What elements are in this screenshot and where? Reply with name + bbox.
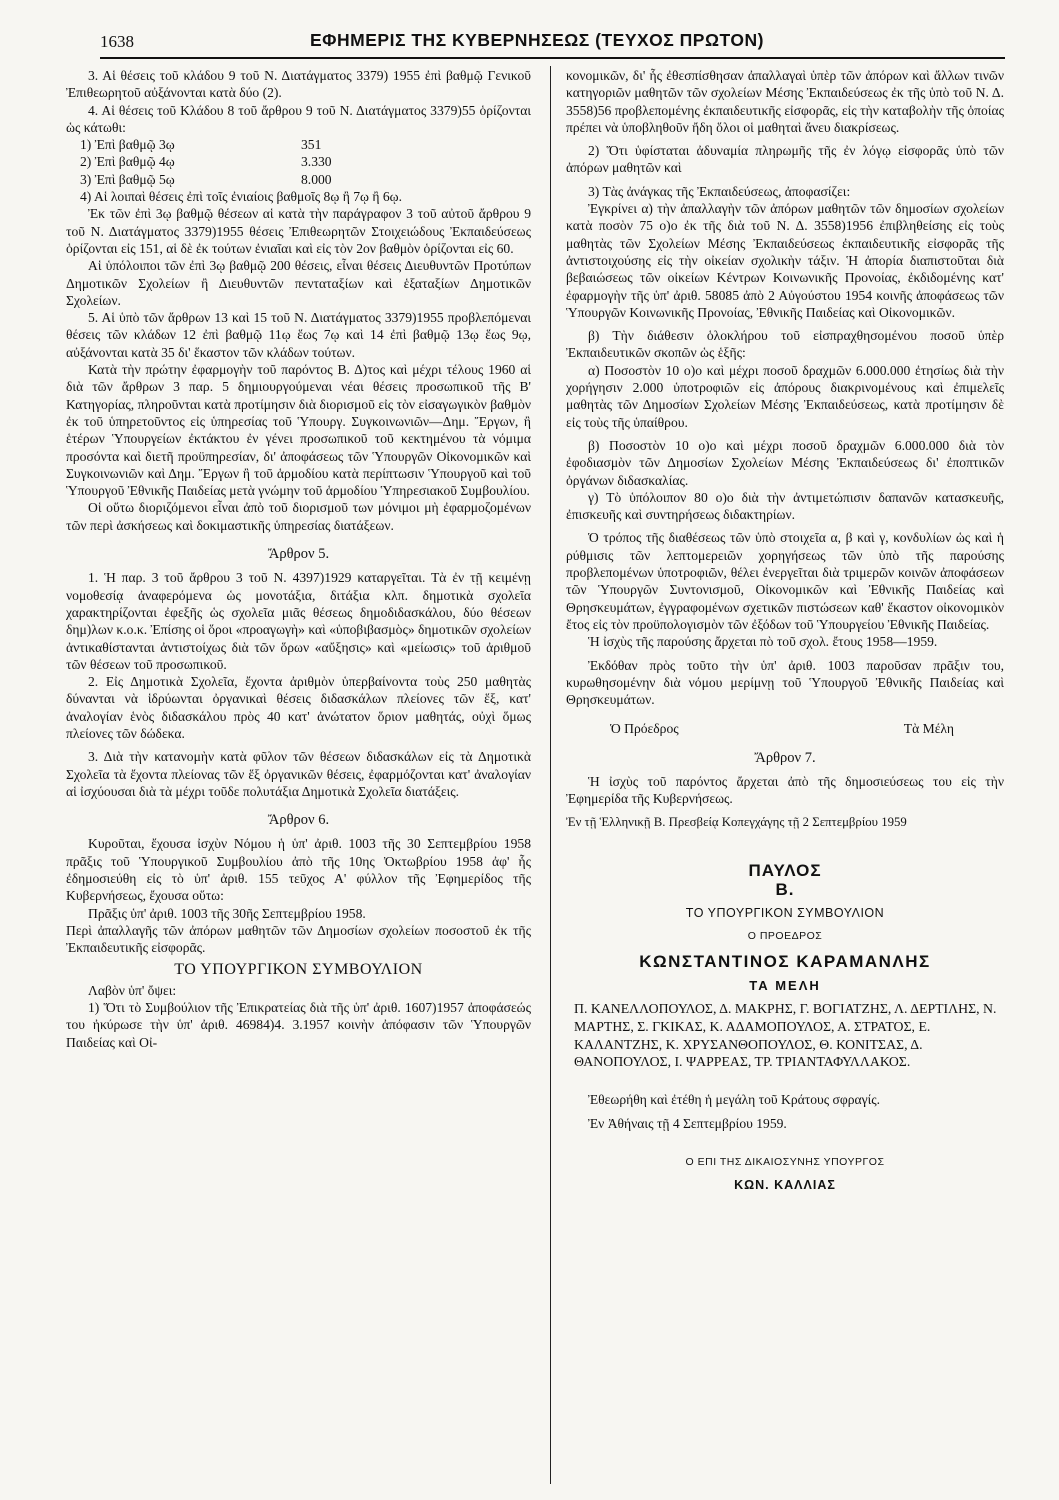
paragraph: Κατὰ τὴν πρώτην ἐφαρμογὴν τοῦ παρόντος Β. Δ)τος καὶ μέχρι τέλους 1960 αἱ διὰ τῶν ἄρθρων 3 παρ. 5 δημιουργούμεναι νέαι θέσεις προσωπικοῦ τῆς Β' Κατηγορίας, πληροῦνται κατὰ προτίμησιν διὰ διορισμοῦ εἰς τὸν εἰσαγωγικὸν βαθμὸν ἐκ τοῦ ὑπηρετοῦντος εἰς ὑπηρεσίας τοῦ Ὑπουργ. Συγκοινωνιῶν—Δημ. Ἔργων, ἢ ἑτέρων Ὑπουργείων ἐκτάκτου ἐν γένει προσωπικοῦ τοῦ κεκτημένου τὰ νόμιμα προσόντα καὶ διετῆ προϋπηρεσίαν, δι' ἀποφάσεως τῶν Ὑπουργῶν Οἰκονομικῶν καὶ Συγκοινωνιῶν καὶ Δημ. Ἔργων ἢ τοῦ ἁρμοδίου κατὰ περίπτωσιν Ὑπουργοῦ καὶ τοῦ Ὑπουργοῦ Ἐθνικῆς Παιδείας μετὰ γνώμην τοῦ ἁρμοδίου Ὑπηρεσιακοῦ Συμβουλίου. [66,362,531,499]
left-column [66,67,531,1051]
council-heading: ΤΟ ΥΠΟΥΡΓΙΚΟΝ ΣΥΜΒΟΥΛΙΟΝ [685,905,885,920]
paragraph: 1) Ὅτι τὸ Συμβούλιον τῆς Ἐπικρατείας διὰ τῆς ὑπ' ἀριθ. 1607)1957 ἀποφάσεώς του ἠκύρωσε τὴν ὑπ' ἀριθ. 46984)4. 3.1957 κοινὴν ἀπόφασιν τῶν Ὑπουργῶν Παιδείας καὶ Οἰ- [66,1000,531,1050]
justice-minister-name: ΚΩΝ. ΚΑΛΛΙΑΣ [734,1178,836,1193]
paragraph: 2) Ὅτι ὑφίσταται ἀδυναμία πληρωμῆς τῆς ἐν λόγῳ εἰσφορᾶς ὑπὸ τῶν ἀπόρων μαθητῶν καὶ [566,143,1004,176]
paragraph: α) Ποσοστὸν 10 ο)ο καὶ μέχρι ποσοῦ δραχμῶν 6.000.000 ἐτησίως διὰ τὴν χορήγησιν 2.000 ὑποτροφιῶν εἰς ἀπόρους διακρινομένους καὶ ἐπιμελεῖς μαθητὰς τῶν Δημοσίων Σχολείων Μέσης Ἐκπαιδεύσεως, κατὰ προτίμησιν δὲ εἰς τοὺς τῆς ὑπαίθρου. [566,362,1004,430]
dateline: Ἐν Ἀθήναις τῇ 4 Σεπτεμβρίου 1959. [588,1115,787,1131]
grade-value: 8.000 [301,171,332,187]
king-title: Β. [775,879,795,899]
paragraph: 4) Αἱ λοιπαὶ θέσεις ἐπὶ τοῖς ἐνιαίοις βαθμοῖς 8ῳ ἢ 7ῳ ἢ 6ῳ. [80,189,402,205]
paragraph: 3. Αἱ θέσεις τοῦ κλάδου 9 τοῦ Ν. Διατάγματος 3379) 1955 ἐπὶ βαθμῷ Γενικοῦ Ἐπιθεωρητοῦ αὐξάνονται κατὰ δύο (2). [66,68,531,101]
council-heading: ΤΟ ΥΠΟΥΡΓΙΚΟΝ ΣΥΜΒΟΥΛΙΟΝ [174,960,423,978]
page-header [100,30,1004,58]
grade-row [66,171,531,188]
members-heading: ΤΑ ΜΕΛΗ [749,977,821,993]
paragraph: 2. Εἰς Δημοτικὰ Σχολεῖα, ἔχοντα ἀριθμὸν ὑπερβαίνοντα τοὺς 250 μαθητὰς δύνανται νὰ ἱδρύωνται ὀργανικαὶ θέσεις διδασκάλων πλείονες τῶν ἕξ, κατ' ἀναλογίαν ἑνὸς διδασκάλου πρὸς 40 κατ' ἀνώτατον ὅριον μαθητάς, οὐχὶ ὅμως πλείονες τῶν δώδεκα. [66,674,531,741]
paragraph: Οἱ οὕτω διοριζόμενοι εἶναι ἀπὸ τοῦ διορισμοῦ των μόνιμοι μὴ ἐφαρμοζομένων τῶν περὶ ἀσκήσεως καὶ δοκιμαστικῆς ὑπηρεσίας διατάξεων. [66,500,531,533]
paragraph: Ἡ ἰσχὺς τοῦ παρόντος ἄρχεται ἀπὸ τῆς δημοσιεύσεως του εἰς τὴν Ἐφημερίδα τῆς Κυβερνήσεως. [566,773,1004,807]
justice-minister-label: Ο ΕΠΙ ΤΗΣ ΔΙΚΑΙΟΣΥΝΗΣ ΥΠΟΥΡΓΟΣ [685,1155,885,1168]
paragraph: Ἐκδόθαν πρὸς τοῦτο τὴν ὑπ' ἀριθ. 1003 παροῦσαν πρᾶξιν του, κυρωθησομένην διὰ νόμου μερίμνῃ τοῦ Ὑπουργοῦ Ἐθνικῆς Παιδείας καὶ Θρησκευμάτων. [566,657,1004,708]
paragraph: κονομικῶν, δι' ἧς ἐθεσπίσθησαν ἀπαλλαγαὶ ὑπὲρ τῶν ἀπόρων καὶ ἄλλων τινῶν κατηγοριῶν μαθητῶν τῶν σχολείων Μέσης Ἐκπαιδεύσεως ἐκ τῆς ὑπὸ τοῦ Ν. Δ. 3558)56 προβλεπομένης ἐκπαιδευτικῆς εἰσφορᾶς, εἰς τὴν καταβολὴν τῆς ὁποίας πρέπει νὰ ὑποβληθοῦν ἤδη ὅλοι οἱ μαθηταὶ ἄνευ διακρίσεως. [566,68,1004,135]
article-heading: Ἄρθρον 7. [754,749,816,766]
grade-label: 1) Ἐπὶ βαθμῷ 3ῳ [80,137,175,153]
paragraph: Πρᾶξις ὑπ' ἀριθ. 1003 τῆς 30ῆς Σεπτεμβρίου 1958. [88,905,366,921]
dateline: Ἐν τῇ Ἑλληνικῇ Β. Πρεσβείᾳ Κοπεγχάγης τῇ 2 Σεπτεμβρίου 1959 [566,814,907,829]
paragraph: Κυροῦται, ἔχουσα ἰσχὺν Νόμου ἡ ὑπ' ἀριθ. 1003 τῆς 30 Σεπτεμβρίου 1958 πρᾶξις τοῦ Ὑπουργικοῦ Συμβουλίου ἀπὸ τῆς 10ης Ὀκτωβρίου 1958 ἀφ' ἧς ἐδημοσιεύθη εἰς τὸ ὑπ' ἀριθ. 155 τεῦχος Α' φύλλον τῆς Ἐφημερίδος τῆς Κυβερνήσεως, ἔχουσα οὕτω: [66,836,531,904]
paragraph: Λαβὸν ὑπ' ὄψει: [88,982,177,998]
paragraph: β) Ποσοστὸν 10 ο)ο καὶ μέχρι ποσοῦ δραχμῶν 6.000.000 διὰ τὸν ἐφοδιασμὸν τῶν Δημοσίων Σχολείων Μέσης Ἐκπαιδεύσεως δι' ἐποπτικῶν ὀργάνων διδασκαλίας. [566,437,1004,488]
grade-row [66,153,531,170]
president-label: Ὁ Πρόεδρος [610,721,679,737]
king-name: ΠΑΥΛΟΣ [748,860,822,880]
grade-value: 351 [301,137,322,153]
grade-label: 2) Ἐπὶ βαθμῷ 4ῳ [80,154,175,170]
grade-label: 3) Ἐπὶ βαθμῷ 5ῳ [80,171,175,187]
gazette-title: ΕΦΗΜΕΡΙΣ ΤΗΣ ΚΥΒΕΡΝΗΣΕΩΣ (ΤΕΥΧΟΣ ΠΡΩΤΟΝ) [310,30,764,50]
article-heading: Ἄρθρον 6. [267,812,330,829]
paragraph: 3) Τὰς ἀνάγκας τῆς Ἐκπαιδεύσεως, ἀποφασίζει: [588,183,851,199]
page-number: 1638 [100,32,134,51]
seal-note: Ἐθεωρήθη καὶ ἐτέθη ἡ μεγάλη τοῦ Κράτους σφραγίς. [588,1092,881,1108]
column-divider [550,66,551,1484]
paragraph: 5. Αἱ ὑπὸ τῶν ἄρθρων 13 καὶ 15 τοῦ Ν. Διατάγματος 3379)1955 προβλεπόμεναι θέσεις τῶν κλάδων 12 ἐπὶ βαθμῷ 11ῳ ἕως 7ῳ καὶ 14 ἐπὶ βαθμῷ 13ῳ ἕως 9ῳ, αὐξάνονται κατὰ 35 δι' ἕκαστον τῶν κλάδων τούτων. [66,310,531,360]
paragraph: β) Τὴν διάθεσιν ὁλοκλήρου τοῦ εἰσπραχθησομένου ποσοῦ ὑπὲρ Ἐκπαιδευτικῶν σκοπῶν ὡς ἑξῆς: [566,328,1004,361]
paragraph: 3. Διὰ τὴν κατανομὴν κατὰ φῦλον τῶν θέσεων διδασκάλων εἰς τὰ Δημοτικὰ Σχολεῖα τὰ ἔχοντα πλείονας τῶν ἕξ ὀργανικῶν θέσεις, ἐφαρμόζονται κατ' ἀναλογίαν αἱ ἰσχύουσαι διὰ τὰ μέχρι τοῦδε πολυτάξια Δημοτικὰ Σχολεῖα διατάξεις. [66,749,531,799]
paragraph: Περὶ ἀπαλλαγῆς τῶν ἀπόρων μαθητῶν τῶν Δημοσίων σχολείων ποσοστοῦ ἐκ τῆς Ἐκπαιδευτικῆς εἰσφορᾶς. [66,922,531,956]
paragraph: Ὁ τρόπος τῆς διαθέσεως τῶν ὑπὸ στοιχεῖα α, β καὶ γ, κονδυλίων ὡς καὶ ἡ ρύθμισις τῶν λεπτομερειῶν χορηγήσεως τῶν ὑπὸ τῆς παρούσης προβλεπομένων ὑποτροφιῶν, θέλει ἐνεργεῖται διὰ τριμερῶν κοινῶν ἀποφάσεων τῶν Ὑπουργῶν Συντονισμοῦ, Οἰκονομικῶν καὶ Ἐθνικῆς Παιδείας καὶ Θρησκευμάτων, ἐγγραφομένων σχετικῶν πιστώσεων καθ' ἕκαστον οἰκονομικὸν ἔτος εἰς τὸν προϋπολογισμὸν τῶν ἐξόδων τοῦ Ὑπουργείου Ἐθνικῆς Παιδείας. [566,530,1004,632]
paragraph: 4. Αἱ θέσεις τοῦ Κλάδου 8 τοῦ ἄρθρου 9 τοῦ Ν. Διατάγματος 3379)55 ὁρίζονται ὡς κάτωθι: [66,102,531,135]
grade-value: 3.330 [301,154,332,170]
right-column [566,67,1004,1194]
paragraph: 1. Ἡ παρ. 3 τοῦ ἄρθρου 3 τοῦ Ν. 4397)1929 καταργεῖται. Τὰ ἐν τῇ κειμένῃ νομοθεσίᾳ ἀναφερόμενα ὡς μονοτάξια, διτάξια κλπ. δημοτικὰ σχολεῖα χαρακτηρίζονται ἐφεξῆς ὡς σχολεῖα μιᾶς θέσεως δημοδιδασκάλου, δύο θέσεων δημ)λων κ.ο.κ. Ἐπίσης οἱ ὅροι «προαγωγὴ» καὶ «ὑποβιβασμὸς» δημοτικῶν σχολείων ἀντικαθίστανται ἀντιστοίχως διὰ τῶν ὅρων «αὔξησις» καὶ «μείωσις» τοῦ ἀριθμοῦ τῶν θέσεων τοῦ προσωπικοῦ. [66,570,531,672]
paragraph: Ἐγκρίνει α) τὴν ἀπαλλαγὴν τῶν ἀπόρων μαθητῶν τῶν δημοσίων σχολείων κατὰ ποσὸν 75 ο)ο ἐκ τῆς διὰ τοῦ Ν. Δ. 3558)1956 ἐπιβληθείσης εἰς τοὺς μαθητὰς τῶν Σχολείων Μέσης Ἐκπαιδεύσεως ἐκπαιδευτικῆς εἰσφορᾶς τῆς ἀντιστοιχούσης εἰς τὴν οἰκείαν σχολικὴν τάξιν. Ἡ ἀπορία διαπιστοῦται διὰ βεβαιώσεως τῶν οἰκείων Κέντρων Κοινωνικῆς Προνοίας, ἐκδιδομένης κατ' ἐφαρμογὴν τῆς ὑπ' ἀριθ. 58085 ἀπὸ 2 Αὐγούστου 1954 κοινῆς ἀποφάσεως τῶν Ὑπουργῶν Κοινωνικῆς Προνοίας, Ἐθνικῆς Παιδείας καὶ Οἰκονομικῶν. [566,201,1004,320]
paragraph: Ἐκ τῶν ἐπὶ 3ῳ βαθμῷ θέσεων αἱ κατὰ τὴν παράγραφον 3 τοῦ αὐτοῦ ἄρθρου 9 τοῦ Ν. Διατάγματος 3379)1955 θέσεις Ἐπιθεωρητῶν Στοιχειώδους Ἐκπαιδεύσεως ὁρίζονται εἰς 151, αἱ δὲ ἐκ τούτων ἐνιαῖαι καὶ εἰς τὸν 2ον βαθμὸν ὁρίζονται εἰς 60. [66,206,531,256]
members-label: Τὰ Μέλη [903,721,954,737]
council-president-label: Ο ΠΡΟΕΔΡΟΣ [747,930,823,943]
paragraph: γ) Τὸ ὑπόλοιπον 80 ο)ο διὰ τὴν ἀντιμετώπισιν δαπανῶν κατασκευῆς, ἐπισκευῆς καὶ συντηρήσεως διδακτηρίων. [566,489,1004,523]
paragraph: Αἱ ὑπόλοιποι τῶν ἐπὶ 3ῳ βαθμῷ 200 θέσεις, εἶναι θέσεις Διευθυντῶν Προτύπων Δημοτικῶν Σχολείων ἢ Διευθυντῶν πενταταξίων καὶ ἑξαταξίων Δημοτικῶν Σχολείων. [66,258,531,308]
prime-minister-name: ΚΩΝΣΤΑΝΤΙΝΟΣ ΚΑΡΑΜΑΝΛΗΣ [639,952,931,972]
paragraph: Ἡ ἰσχὺς τῆς παρούσης ἄρχεται πὸ τοῦ σχολ. ἔτους 1958—1959. [588,634,938,650]
article-heading: Ἄρθρον 5. [267,546,330,563]
grade-row [66,136,531,153]
header-rule [100,57,1005,59]
members-list: Π. ΚΑΝΕΛΛΟΠΟΥΛΟΣ, Δ. ΜΑΚΡΗΣ, Γ. ΒΟΓΙΑΤΖΗΣ, Λ. ΔΕΡΤΙΛΗΣ, Ν. ΜΑΡΤΗΣ, Σ. ΓΚΙΚΑΣ, Κ. ΑΔΑΜΟΠΟΥΛΟΣ, Α. ΣΤΡΑΤΟΣ, Ε. ΚΑΛΑΝΤΖΗΣ, Κ. ΧΡΥΣΑΝΘΟΠΟΥΛΟΣ, Θ. ΚΟΝΙΤΣΑΣ, Δ. ΘΑΝΟΠΟΥΛΟΣ, Ι. ΨΑΡΡΕΑΣ, ΤΡ. ΤΡΙΑΝΤΑΦΥΛΛΑΚΟΣ. [574,1001,997,1070]
signature-row [566,720,1004,737]
